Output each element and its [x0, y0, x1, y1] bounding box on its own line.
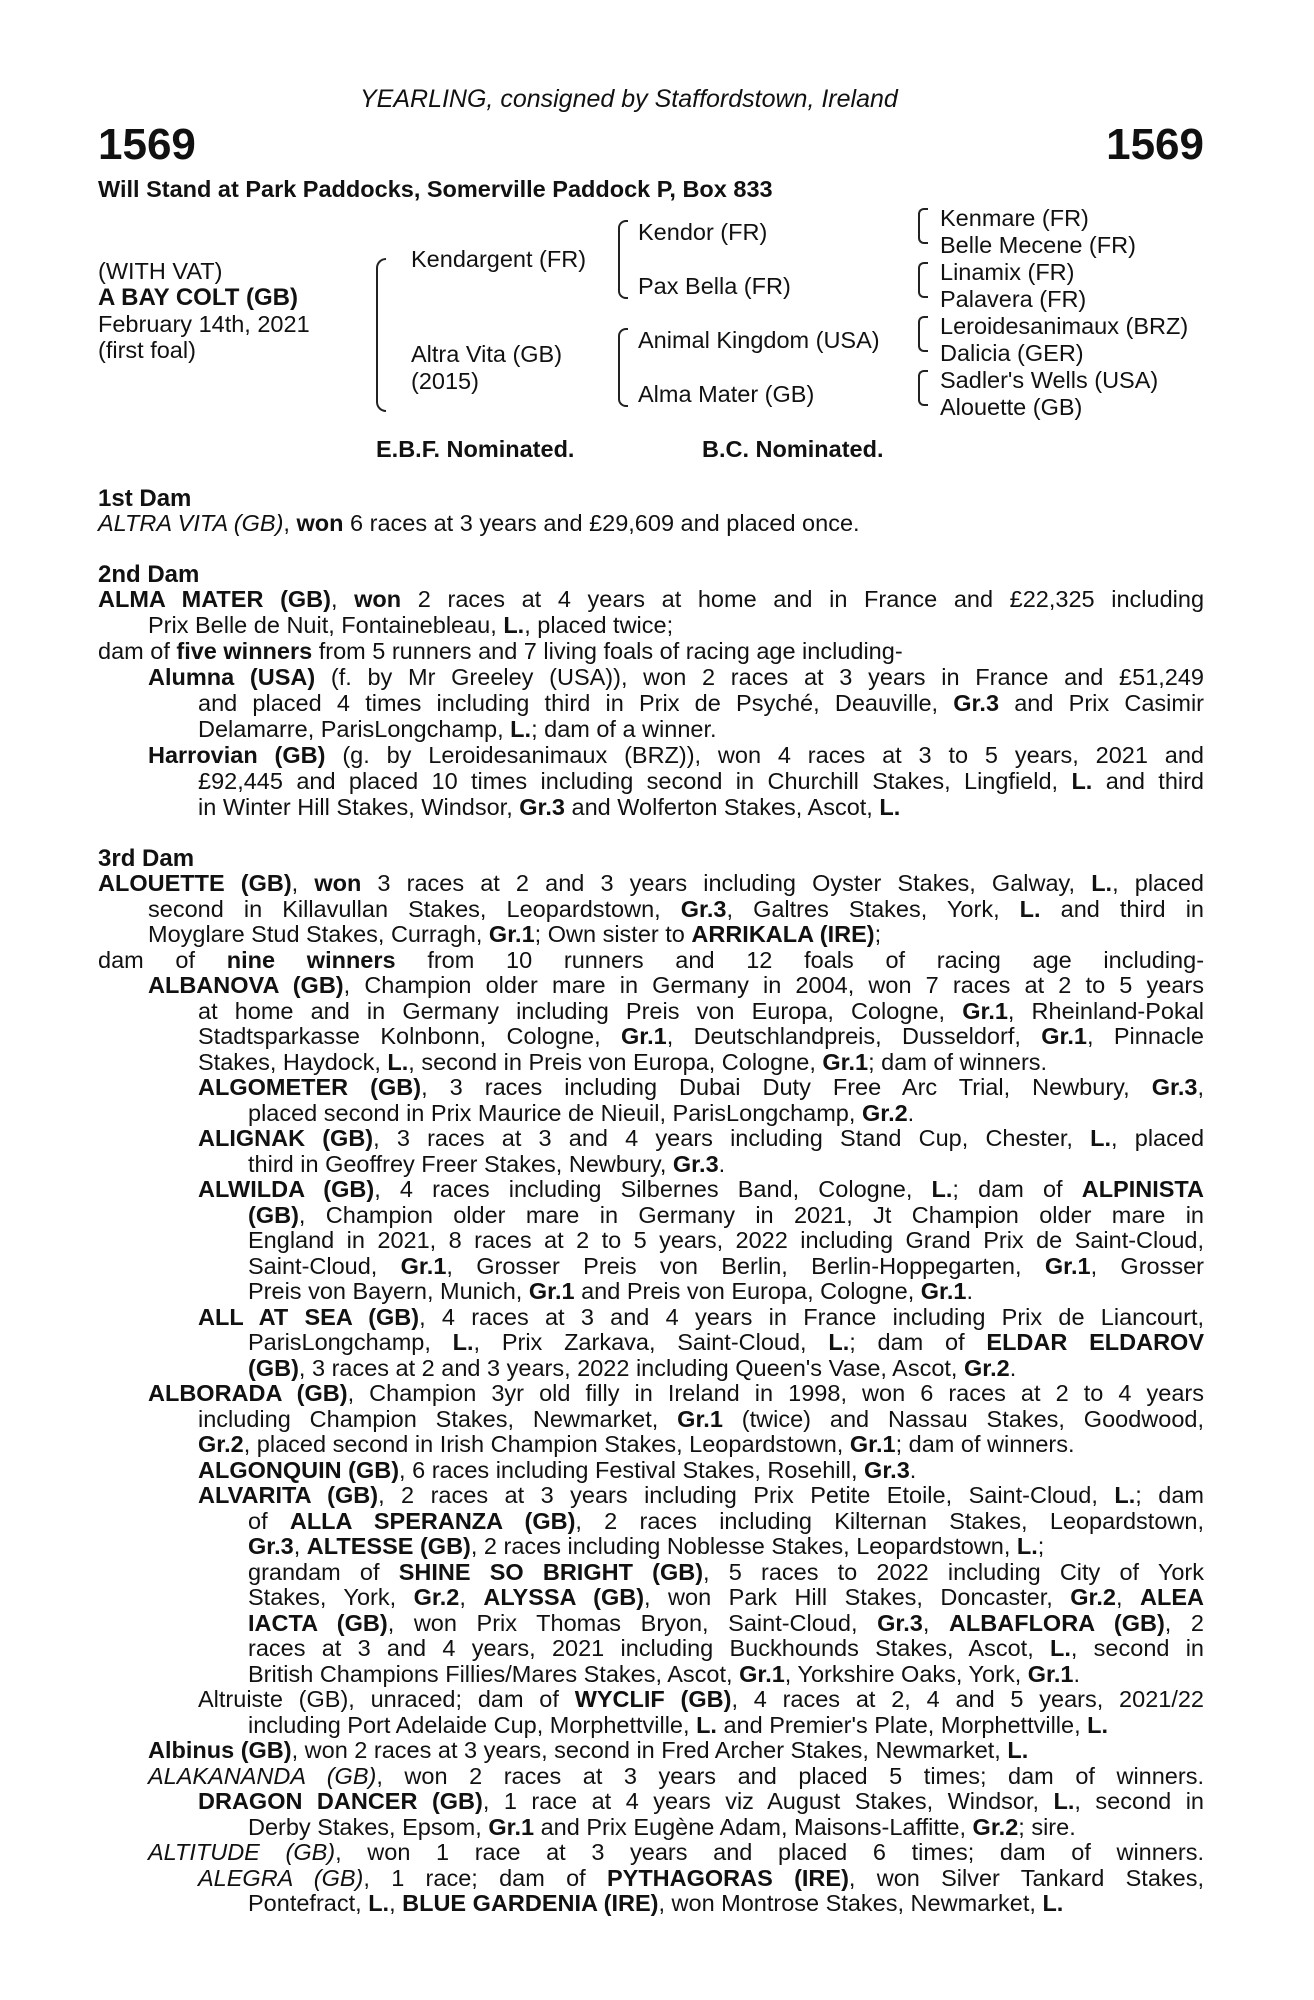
- text-fragment: BLUE GARDENIA (IRE): [402, 1890, 659, 1916]
- pedigree-brace-dd: [918, 370, 928, 406]
- pedigree-dam: Altra Vita (GB): [411, 341, 563, 367]
- text-fragment: , 6 races including Festival Stakes, Rosehill,: [399, 1456, 865, 1483]
- text-fragment: , won 2 races at 3 years, second in Fred Archer Stakes, Newmarket,: [291, 1737, 1008, 1763]
- text-fragment: 3 races at 2 and 3 years including Oyster Stakes, Galway,: [361, 870, 1092, 896]
- text-fragment: Gr.2: [198, 1431, 244, 1457]
- third-dam-heading: 3rd Dam: [98, 845, 195, 872]
- text-fragment: Gr.3: [680, 895, 727, 922]
- text-fragment: (f. by Mr Greeley (USA)), won 2 races at 3 years in France and £51,249: [315, 664, 1204, 690]
- harrovian-line-2: [198, 769, 1204, 795]
- second-dam-line-2: [148, 613, 673, 639]
- text-fragment: Preis von Bayern, Munich,: [248, 1278, 529, 1304]
- text-fragment: England in 2021, 8 races at 2 to 5 years, 2022 including Grand Prix de Saint-Cloud,: [248, 1227, 1204, 1253]
- text-fragment: including Port Adelaide Cup, Morphettville,: [248, 1711, 697, 1738]
- second-dam-line-1: ALMA MATER (GB), won 2 races at 4 years at home and in France and £22,325 including: [98, 586, 1205, 612]
- text-fragment: L.: [1016, 1533, 1038, 1559]
- text-fragment: ALOUETTE (GB): [98, 870, 292, 896]
- text-fragment: ALYSSA (GB): [483, 1584, 645, 1610]
- pedigree-brace-dam: [618, 328, 628, 407]
- text-fragment: ARRIKALA (IRE): [691, 921, 875, 947]
- pedigree-dsd: Dalicia (GER): [940, 340, 1084, 366]
- text-fragment: , placed second in Irish Champion Stakes, Leopardstown,: [243, 1431, 850, 1457]
- third-dam-line: [248, 1356, 1016, 1382]
- listed-label: L.: [1071, 768, 1093, 794]
- third-dam-line: [248, 1534, 1044, 1560]
- third-dam-line: [98, 948, 1204, 974]
- lot-number-right: 1569: [1106, 120, 1204, 169]
- text-fragment: L.: [387, 1048, 409, 1075]
- third-dam-line: [148, 1840, 1204, 1866]
- text-fragment: and Premier's Plate, Morphettville,: [716, 1711, 1088, 1738]
- text-fragment: , 2 races including Kilternan Stakes, Leopardstown,: [575, 1507, 1204, 1534]
- third-dam-line: [248, 1228, 1204, 1254]
- pedigree-dam-sire: Animal Kingdom (USA): [638, 327, 880, 353]
- third-dam-line: [248, 1330, 1204, 1356]
- third-dam-line: [248, 1662, 1080, 1688]
- text-fragment: , Galtres Stakes, York,: [726, 895, 1020, 922]
- text-fragment: , won Silver Tankard Stakes,: [848, 1864, 1204, 1891]
- text-fragment: , placed: [1111, 1125, 1205, 1151]
- pedigree-sire: Kendargent (FR): [411, 246, 587, 272]
- text-fragment: Gr.2: [963, 1354, 1010, 1381]
- pedigree-dam-dam: Alma Mater (GB): [638, 381, 815, 407]
- text-fragment: L.: [696, 1711, 717, 1738]
- third-dam-line: [198, 1458, 916, 1484]
- text-fragment: ALTITUDE (GB): [148, 1839, 336, 1865]
- first-dam-name: ALTRA VITA (GB): [98, 510, 284, 536]
- text-fragment: (GB): [248, 1354, 299, 1381]
- text-fragment: ,: [459, 1584, 484, 1610]
- text-fragment: Gr.1: [400, 1252, 447, 1279]
- text-fragment: SHINE SO BRIGHT (GB): [398, 1558, 704, 1585]
- text-fragment: , second in: [1074, 1788, 1204, 1814]
- text-fragment: L.: [452, 1329, 474, 1355]
- text-fragment: , placed twice;: [524, 612, 674, 638]
- text-fragment: ; dam of: [952, 1176, 1082, 1202]
- text-fragment: , won 2 races at 3 years and placed 5 times; dam of winners.: [376, 1762, 1204, 1789]
- text-fragment: ,: [291, 870, 315, 896]
- text-fragment: L.: [1007, 1737, 1029, 1763]
- third-dam-line: [248, 1203, 1204, 1229]
- text-fragment: .: [966, 1278, 974, 1304]
- pedigree-brace-sd: [918, 262, 928, 298]
- text-fragment: DRAGON DANCER (GB): [198, 1788, 483, 1814]
- third-dam-line: [198, 1305, 1204, 1331]
- pedigree-brace-sire: [618, 220, 628, 299]
- winners-count: five winners: [176, 638, 313, 664]
- bc-nomination: B.C. Nominated.: [702, 436, 884, 462]
- text-fragment: Gr.1: [620, 1023, 667, 1049]
- text-fragment: Gr.3: [877, 1609, 923, 1636]
- vat-note: (WITH VAT): [98, 258, 223, 284]
- third-dam-line: [148, 1764, 1204, 1790]
- text-fragment: ALAKANANDA (GB): [148, 1762, 377, 1789]
- text-fragment: Gr.1: [528, 1278, 575, 1304]
- text-fragment: 6 races at 3 years and £29,609 and placed once.: [343, 510, 860, 536]
- first-dam-heading: 1st Dam: [98, 485, 192, 512]
- text-fragment: , Champion older mare in Germany in 2021, Jt Champion older mare in: [298, 1201, 1204, 1228]
- third-dam-line: [198, 1483, 1204, 1509]
- text-fragment: .: [1009, 1354, 1017, 1381]
- text-fragment: , Deutschlandpreis, Dusseldorf,: [666, 1023, 1042, 1049]
- text-fragment: , second in: [1070, 1635, 1205, 1661]
- text-fragment: Gr.1: [488, 1813, 535, 1840]
- third-dam-line: [198, 1789, 1204, 1815]
- text-fragment: Gr.3: [248, 1533, 294, 1559]
- text-fragment: ALEGRA (GB): [198, 1864, 364, 1891]
- foal-note: (first foal): [98, 337, 196, 363]
- won-label: won: [296, 510, 344, 536]
- text-fragment: , 4 races at 3 and 4 years in France including Prix de Liancourt,: [419, 1303, 1204, 1330]
- lot-number-left: 1569: [98, 120, 196, 169]
- text-fragment: L.: [1019, 895, 1041, 922]
- text-fragment: Gr.1: [1027, 1660, 1074, 1687]
- text-fragment: Derby Stakes, Epsom,: [248, 1813, 489, 1840]
- text-fragment: (twice) and Nassau Stakes, Goodwood,: [722, 1405, 1204, 1432]
- text-fragment: , 2 races including Noblesse Stakes, Leopardstown,: [470, 1533, 1017, 1559]
- text-fragment: .: [1073, 1660, 1081, 1687]
- text-fragment: Delamarre, ParisLongchamp,: [198, 716, 511, 742]
- text-fragment: , Champion 3yr old filly in Ireland in 1998, won 6 races at 2 to 4 years: [347, 1380, 1204, 1406]
- third-dam-line: [148, 1738, 1028, 1764]
- text-fragment: ,: [1197, 1074, 1204, 1100]
- text-fragment: ,: [293, 1533, 307, 1559]
- text-fragment: , 2: [1164, 1609, 1204, 1636]
- text-fragment: , second in Preis von Europa, Cologne,: [408, 1048, 823, 1075]
- ebf-nomination: E.B.F. Nominated.: [376, 436, 575, 462]
- text-fragment: , Rheinland-Pokal: [1007, 997, 1204, 1024]
- text-fragment: dam of: [98, 638, 177, 664]
- text-fragment: Gr.2: [1070, 1584, 1116, 1610]
- text-fragment: (GB): [248, 1201, 299, 1228]
- text-fragment: , won 1 race at 3 years and placed 6 times; dam of winners.: [335, 1839, 1204, 1865]
- text-fragment: Gr.1: [849, 1431, 896, 1457]
- pedigree-ddd: Alouette (GB): [940, 394, 1083, 420]
- text-fragment: , won Park Hill Stakes, Doncaster,: [644, 1584, 1071, 1610]
- text-fragment: , won Montrose Stakes, Newmarket,: [658, 1890, 1043, 1916]
- text-fragment: and placed 4 times including third in Prix de Psyché, Deauville,: [198, 690, 954, 716]
- group-label: Gr.3: [953, 690, 1000, 716]
- date-of-birth: February 14th, 2021: [98, 311, 310, 337]
- text-fragment: L.: [1114, 1482, 1136, 1508]
- text-fragment: , Pinnacle: [1086, 1023, 1204, 1049]
- text-fragment: , Champion older mare in Germany in 2004, won 7 races at 2 to 5 years: [343, 972, 1204, 998]
- text-fragment: Gr.1: [962, 997, 1008, 1024]
- text-fragment: ,: [922, 1609, 949, 1636]
- third-dam-line: [198, 1050, 1047, 1076]
- pedigree-ssd: Belle Mecene (FR): [940, 232, 1136, 258]
- text-fragment: , 1 race; dam of: [363, 1864, 607, 1891]
- text-fragment: , Grosser: [1090, 1252, 1204, 1279]
- text-fragment: WYCLIF (GB): [574, 1686, 732, 1712]
- listed-label: L.: [879, 794, 901, 820]
- text-fragment: ELDAR ELDAROV: [986, 1329, 1204, 1355]
- text-fragment: Stadtsparkasse Kolnbonn, Cologne,: [198, 1023, 621, 1049]
- third-dam-line: [98, 871, 1204, 897]
- third-dam-line: [248, 1585, 1204, 1611]
- text-fragment: , placed: [1112, 870, 1204, 896]
- text-fragment: Gr.3: [672, 1150, 719, 1177]
- text-fragment: Gr.1: [739, 1660, 785, 1687]
- text-fragment: ALIGNAK (GB): [198, 1125, 374, 1151]
- text-fragment: 2 races at 4 years at home and in France and £22,325 including: [401, 586, 1205, 612]
- horse-name: A BAY COLT (GB): [98, 284, 299, 311]
- text-fragment: ;: [874, 921, 882, 947]
- text-fragment: at home and in Germany including Preis von Europa, Cologne,: [198, 997, 963, 1024]
- text-fragment: Gr.1: [1044, 1252, 1091, 1279]
- third-dam-line: [148, 973, 1204, 999]
- text-fragment: Gr.1: [1041, 1023, 1087, 1049]
- third-dam-line: [198, 1407, 1204, 1433]
- text-fragment: Prix Belle de Nuit, Fontainebleau,: [148, 612, 504, 638]
- pedigree-sire-sire: Kendor (FR): [638, 219, 768, 245]
- first-dam-line: [98, 511, 860, 537]
- text-fragment: , won Prix Thomas Bryon, Saint-Cloud,: [387, 1609, 878, 1636]
- text-fragment: from 5 runners and 7 living foals of racing age including-: [312, 638, 903, 664]
- alumna-name: Alumna (USA): [148, 664, 316, 690]
- text-fragment: ALPINISTA: [1081, 1176, 1205, 1202]
- text-fragment: , 4 races including Silbernes Band, Cologne,: [374, 1176, 932, 1202]
- text-fragment: and Wolferton Stakes, Ascot,: [565, 794, 880, 820]
- text-fragment: nine winners: [226, 946, 396, 973]
- third-dam-line: [198, 1177, 1204, 1203]
- text-fragment: L.: [1087, 1711, 1109, 1738]
- third-dam-line: [248, 1611, 1204, 1637]
- pedigree-brace-ds: [918, 316, 928, 352]
- alumna-line-2: [198, 691, 1204, 717]
- text-fragment: Gr.3: [864, 1456, 910, 1483]
- third-dam-line: [198, 1126, 1204, 1152]
- text-fragment: Gr.1: [920, 1278, 967, 1304]
- text-fragment: L.: [1042, 1890, 1064, 1916]
- text-fragment: , Yorkshire Oaks, York,: [784, 1660, 1028, 1687]
- third-dam-line: [248, 1152, 725, 1178]
- text-fragment: L.: [368, 1890, 390, 1916]
- text-fragment: L.: [1090, 1125, 1112, 1151]
- text-fragment: , 5 races to 2022 including City of York: [703, 1558, 1205, 1585]
- pedigree-sdd: Palavera (FR): [940, 286, 1087, 312]
- text-fragment: .: [718, 1150, 726, 1177]
- text-fragment: ALBAFLORA (GB): [948, 1609, 1165, 1636]
- text-fragment: £92,445 and placed 10 times including second in Churchill Stakes, Lingfield,: [198, 768, 1072, 794]
- listed-label: L.: [510, 716, 532, 742]
- text-fragment: ALGONQUIN (GB): [198, 1456, 400, 1483]
- text-fragment: dam of: [98, 946, 227, 973]
- text-fragment: Gr.3: [1151, 1074, 1198, 1100]
- text-fragment: Gr.1: [822, 1048, 869, 1075]
- text-fragment: ; dam of a winner.: [531, 716, 717, 742]
- text-fragment: Altruiste (GB), unraced; dam of: [198, 1686, 575, 1712]
- text-fragment: Stakes, Haydock,: [198, 1048, 388, 1075]
- text-fragment: ,: [1115, 1584, 1140, 1610]
- text-fragment: ; dam of winners.: [868, 1048, 1048, 1075]
- text-fragment: ;: [1037, 1533, 1045, 1559]
- second-dam-line-3: [98, 639, 903, 665]
- text-fragment: from 10 runners and 12 foals of racing age including-: [395, 946, 1205, 973]
- text-fragment: Stakes, York,: [248, 1584, 414, 1610]
- text-fragment: and Preis von Europa, Cologne,: [574, 1278, 921, 1304]
- text-fragment: including Champion Stakes, Newmarket,: [198, 1405, 678, 1432]
- text-fragment: ; dam: [1135, 1482, 1204, 1508]
- pedigree-dds: Sadler's Wells (USA): [940, 367, 1159, 393]
- text-fragment: ALL AT SEA (GB): [198, 1303, 420, 1330]
- text-fragment: ALEA: [1140, 1584, 1204, 1610]
- text-fragment: ALWILDA (GB): [198, 1176, 375, 1202]
- third-dam-line: [198, 1432, 1075, 1458]
- text-fragment: Moyglare Stud Stakes, Curragh,: [148, 921, 489, 947]
- text-fragment: (g. by Leroidesanimaux (BRZ)), won 4 races at 3 to 5 years, 2021 and: [325, 742, 1205, 768]
- text-fragment: IACTA (GB): [248, 1609, 388, 1636]
- third-dam-line: [198, 999, 1204, 1025]
- text-fragment: Albinus (GB): [148, 1737, 292, 1763]
- text-fragment: , Grosser Preis von Berlin, Berlin-Hoppegarten,: [446, 1252, 1045, 1279]
- text-fragment: placed second in Prix Maurice de Nieuil, ParisLongchamp,: [248, 1099, 862, 1126]
- text-fragment: won: [314, 870, 362, 896]
- text-fragment: Gr.2: [413, 1584, 460, 1610]
- pedigree-brace-main: [376, 258, 386, 412]
- text-fragment: L.: [828, 1329, 850, 1355]
- third-dam-line: [248, 1279, 973, 1305]
- text-fragment: ALLA SPERANZA (GB): [289, 1507, 576, 1534]
- text-fragment: and third in: [1040, 895, 1204, 922]
- text-fragment: Gr.1: [677, 1405, 723, 1432]
- text-fragment: ALBANOVA (GB): [148, 972, 344, 998]
- harrovian-line-1: [148, 743, 1204, 769]
- text-fragment: Pontefract,: [248, 1890, 369, 1916]
- third-dam-line: [248, 1509, 1204, 1535]
- text-fragment: ALGOMETER (GB): [198, 1074, 422, 1100]
- text-fragment: , 3 races at 3 and 4 years including Stand Cup, Chester,: [373, 1125, 1091, 1151]
- listed-label: L.: [503, 612, 525, 638]
- third-dam-line: [248, 1254, 1204, 1280]
- text-fragment: and Prix Casimir: [999, 690, 1204, 716]
- text-fragment: of: [248, 1507, 290, 1534]
- group-label: Gr.3: [519, 794, 565, 820]
- third-dam-line: [248, 1560, 1204, 1586]
- text-fragment: ; Own sister to: [534, 921, 692, 947]
- text-fragment: ALBORADA (GB): [148, 1380, 348, 1406]
- pedigree-brace-ss: [918, 208, 928, 244]
- third-dam-line: [248, 1891, 1063, 1917]
- text-fragment: , 1 race at 4 years viz August Stakes, Windsor,: [482, 1788, 1054, 1814]
- text-fragment: Gr.2: [861, 1099, 908, 1126]
- third-dam-line: [148, 1381, 1204, 1407]
- text-fragment: Saint-Cloud,: [248, 1252, 401, 1279]
- text-fragment: L.: [1091, 870, 1113, 896]
- text-fragment: Gr.2: [972, 1813, 1019, 1840]
- text-fragment: ALTESSE (GB): [306, 1533, 471, 1559]
- text-fragment: in Winter Hill Stakes, Windsor,: [198, 794, 520, 820]
- stabling-line: Will Stand at Park Paddocks, Somerville Paddock P, Box 833: [98, 176, 773, 202]
- third-dam-line: [248, 1713, 1108, 1739]
- text-fragment: , Prix Zarkava, Saint-Cloud,: [473, 1329, 829, 1355]
- third-dam-line: [198, 1075, 1204, 1101]
- text-fragment: , 2 races at 3 years including Prix Petite Etoile, Saint-Cloud,: [378, 1482, 1115, 1508]
- third-dam-line: [198, 1866, 1204, 1892]
- text-fragment: and Prix Eugène Adam, Maisons-Laffitte,: [534, 1813, 973, 1840]
- text-fragment: ; sire.: [1018, 1813, 1076, 1840]
- text-fragment: L.: [1053, 1788, 1075, 1814]
- text-fragment: grandam of: [248, 1558, 399, 1585]
- text-fragment: ParisLongchamp,: [248, 1329, 453, 1355]
- text-fragment: L.: [1050, 1635, 1071, 1661]
- text-fragment: ; dam of winners.: [895, 1431, 1075, 1457]
- text-fragment: ,: [283, 510, 297, 536]
- text-fragment: British Champions Fillies/Mares Stakes, Ascot,: [248, 1660, 740, 1687]
- third-dam-line: [198, 1687, 1204, 1713]
- text-fragment: and third: [1092, 768, 1205, 794]
- third-dam-line: [148, 922, 881, 948]
- text-fragment: ,: [389, 1890, 403, 1916]
- alumna-line-1: [148, 665, 1204, 691]
- text-fragment: , 3 races including Dubai Duty Free Arc Trial, Newbury,: [421, 1074, 1152, 1100]
- text-fragment: ; dam of: [849, 1329, 987, 1355]
- pedigree-sire-dam: Pax Bella (FR): [638, 273, 791, 299]
- third-dam-line: [248, 1636, 1204, 1662]
- harrovian-name: Harrovian (GB): [148, 742, 326, 768]
- text-fragment: PYTHAGORAS (IRE): [606, 1864, 849, 1891]
- third-dam-line: [198, 1024, 1204, 1050]
- consignment-line: YEARLING, consigned by Staffordstown, Ireland: [360, 85, 898, 113]
- harrovian-line-3: [198, 795, 900, 821]
- text-fragment: races at 3 and 4 years, 2021 including Buckhounds Stakes, Ascot,: [248, 1635, 1050, 1661]
- text-fragment: second in Killavullan Stakes, Leopardstown,: [148, 895, 681, 922]
- text-fragment: , 4 races at 2, 4 and 5 years, 2021/22: [731, 1686, 1204, 1712]
- pedigree-dam-year: (2015): [411, 368, 479, 394]
- text-fragment: , 3 races at 2 and 3 years, 2022 including Queen's Vase, Ascot,: [298, 1354, 964, 1381]
- text-fragment: L.: [931, 1176, 953, 1202]
- alumna-line-3: [198, 717, 717, 743]
- text-fragment: ALVARITA (GB): [198, 1482, 379, 1508]
- text-fragment: .: [907, 1099, 915, 1126]
- second-dam-heading: 2nd Dam: [98, 561, 200, 588]
- third-dam-line: [148, 897, 1204, 923]
- text-fragment: Gr.1: [488, 921, 535, 947]
- text-fragment: third in Geoffrey Freer Stakes, Newbury,: [248, 1150, 673, 1177]
- third-dam-line: [248, 1101, 914, 1127]
- pedigree-sss: Kenmare (FR): [940, 205, 1089, 231]
- third-dam-line: [248, 1815, 1076, 1841]
- text-fragment: .: [909, 1456, 917, 1483]
- second-dam-name: ALMA MATER (GB): [98, 586, 331, 612]
- pedigree-sds: Linamix (FR): [940, 259, 1075, 285]
- pedigree-dss: Leroidesanimaux (BRZ): [940, 313, 1189, 339]
- won-label: won: [354, 586, 402, 612]
